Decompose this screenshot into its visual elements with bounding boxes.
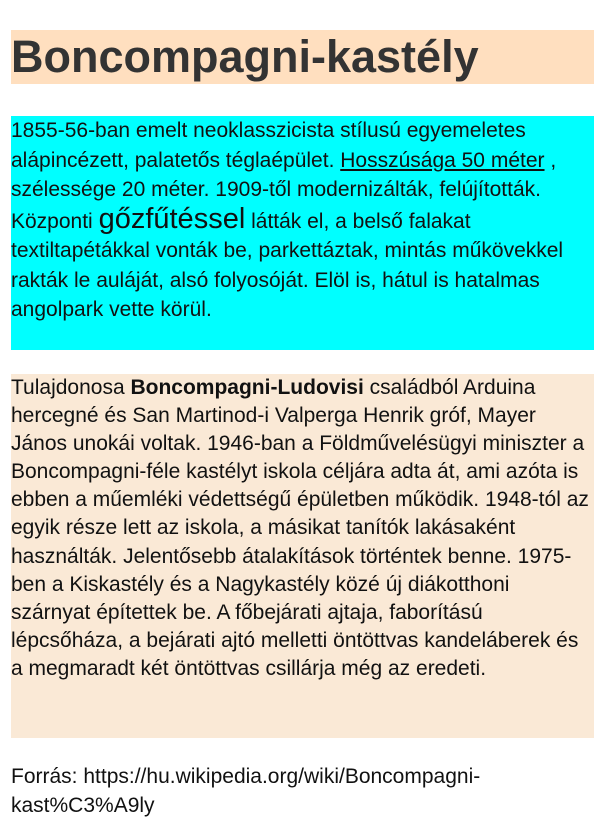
source-label: Forrás: xyxy=(11,765,78,788)
history-text-rest: családból Arduina hercegné és San Martinod-i Valperga Henrik gróf, Mayer János unokái voltak. 1946-ban a Földművelésügyi miniszter a Boncompagni-féle kastélyt iskola céljára adta át, ami azóta is ebben a műemléki védettségű épületben működik. 1948-tól az egyik része lett az iskola, a másikat tanítók lakásaként használták. Jelentősebb átalakítások történtek benne. 1975-ben a Kiskastély és a Nagykastély közé új diákotthoni szárnyat építettek be. A főbejárati ajtaja, faborítású lépcsőháza, a bejárati ajtó melletti öntöttvas kandeláberek és a megmaradt két öntöttvas csillárja még az eredeti. xyxy=(11,376,589,680)
description-paragraph xyxy=(11,116,594,350)
description-text-middle: , szélessége 20 méter. 1909-től modernizálták, felújították. Központi xyxy=(11,148,557,233)
length-link[interactable]: Hosszúsága 50 méter xyxy=(340,148,545,172)
emphasis-word: gőzfűtéssel xyxy=(98,202,246,235)
page-title: Boncompagni-kastély xyxy=(11,30,594,84)
description-text-end: látták el, a belső falakat textiltapétákkal vonták be, parkettáztak, mintás műkövekkel rakták le auláját, alsó folyosóját. Elöl is, hátul is hatalmas angolpark vette körül. xyxy=(11,209,564,321)
family-name: Boncompagni-Ludovisi xyxy=(130,376,364,399)
history-text-start: Tulajdonosa xyxy=(11,376,131,399)
history-paragraph xyxy=(11,374,594,738)
description-text-start: 1855-56-ban emelt neoklasszicista stílusú egyemeletes alápincézett, palatetős téglaépület. xyxy=(11,119,526,172)
source-line xyxy=(11,762,594,820)
source-url: https://hu.wikipedia.org/wiki/Boncompagni-kast%C3%A9ly xyxy=(11,765,481,817)
